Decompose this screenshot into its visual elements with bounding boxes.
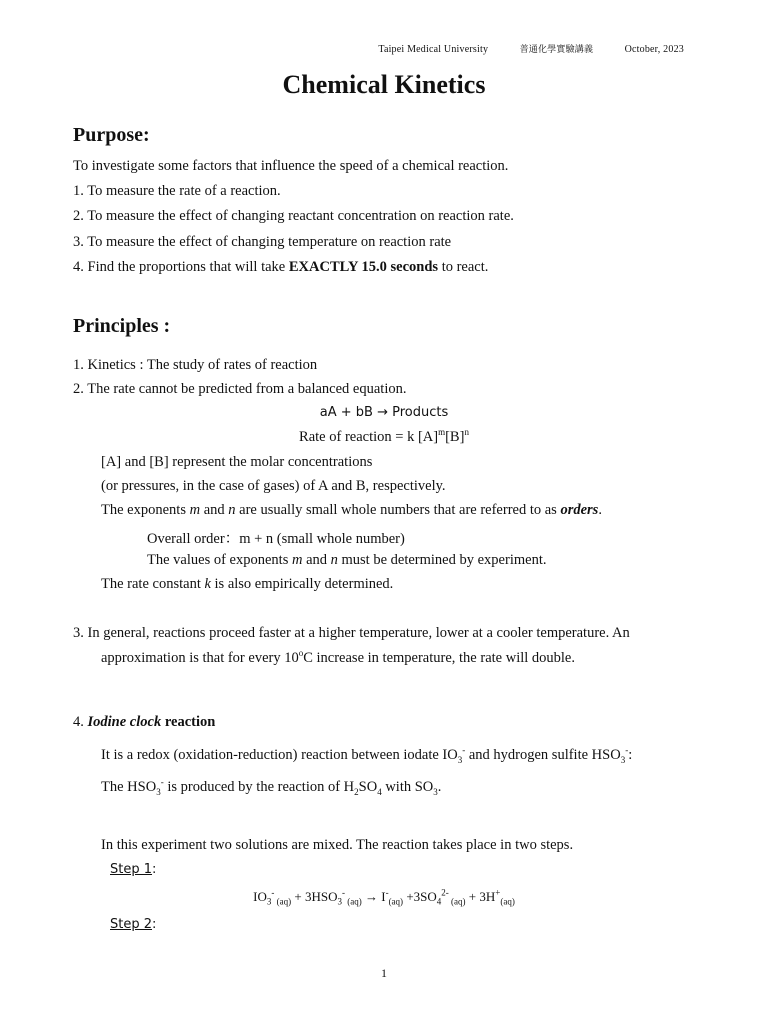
hso-sup: - xyxy=(160,777,164,788)
principle-3-line-2 xyxy=(101,650,575,667)
purpose-heading: Purpose: xyxy=(73,124,150,146)
eq-h: + 3H xyxy=(465,889,496,904)
eq-io-state: (aq) xyxy=(274,896,292,907)
purpose-item-4-bold: EXACTLY 15.0 seconds xyxy=(288,259,439,275)
eq-so: +3SO xyxy=(403,889,437,904)
redox-line xyxy=(101,747,632,764)
values-post: must be determined by experiment. xyxy=(337,552,547,568)
redox-sub: 3 xyxy=(457,754,463,765)
balanced-equation: aA + bB → Products xyxy=(319,405,449,420)
step-1-label xyxy=(110,862,156,877)
exponents-pre: The exponents xyxy=(101,502,190,518)
exponents-line xyxy=(101,502,602,519)
overall-order: Overall order：m + n (small whole number) xyxy=(147,531,405,547)
purpose-intro: To investigate some factors that influence the speed of a chemical reaction. xyxy=(73,158,509,174)
rate-law xyxy=(0,429,768,446)
p4-iodine-clock: Iodine clock xyxy=(87,714,162,730)
redox-sup: - xyxy=(462,745,466,756)
hso-so: SO xyxy=(358,779,378,795)
eq-hso-state: (aq) xyxy=(344,896,362,907)
exponent-m: m xyxy=(189,502,201,518)
p3-post: C increase in temperature, the rate will double. xyxy=(303,650,575,666)
rate-law-n: n xyxy=(464,427,469,438)
values-m: m xyxy=(291,552,303,568)
exponent-values-line xyxy=(147,552,546,569)
purpose-item-4-pre: 4. Find the proportions that will take xyxy=(73,259,289,275)
purpose-item-3: 3. To measure the effect of changing temperature on reaction rate xyxy=(73,234,452,250)
step-2-text: Step 2 xyxy=(110,917,153,932)
hso-3: 3 xyxy=(433,786,438,797)
hso-with: with SO xyxy=(381,779,434,795)
principle-3-line-1: 3. In general, reactions proceed faster at a higher temperature, lower at a cooler temperature. An xyxy=(73,625,630,641)
principle-2: 2. The rate cannot be predicted from a balanced equation. xyxy=(73,381,407,397)
degree-sup: o xyxy=(298,648,304,659)
hso3-line xyxy=(101,779,441,796)
eq-i-sup: - xyxy=(385,887,389,898)
hso-4: 4 xyxy=(377,786,382,797)
eq-io-sub: 3 xyxy=(266,896,272,907)
concentration-line-2: (or pressures, in the case of gases) of A and B, respectively. xyxy=(101,478,446,494)
p4-num: 4. xyxy=(73,714,88,730)
orders-term: orders xyxy=(560,502,599,518)
eq-hso-sub: 3 xyxy=(337,896,342,907)
exponent-n: n xyxy=(228,502,236,518)
exponents-and: and xyxy=(200,502,229,518)
rate-law-m: m xyxy=(438,427,446,438)
purpose-item-2: 2. To measure the effect of changing reactant concentration on reaction rate. xyxy=(73,208,514,224)
principles-heading: Principles : xyxy=(73,315,171,337)
purpose-item-4-post: to react. xyxy=(438,259,489,275)
eq-h-sup: + xyxy=(495,887,501,898)
step-1-equation xyxy=(0,889,768,905)
eq-io-sup: - xyxy=(271,887,275,898)
step-2-colon: : xyxy=(152,917,157,932)
rate-law-b: [B] xyxy=(445,429,465,445)
k-pre: The rate constant xyxy=(101,576,205,592)
eq-h-state: (aq) xyxy=(500,896,515,907)
values-n: n xyxy=(330,552,338,568)
purpose-item-1: 1. To measure the rate of a reaction. xyxy=(73,183,281,199)
hso-sub: 3 xyxy=(156,786,161,797)
step-1-text: Step 1 xyxy=(110,862,153,877)
values-and: and xyxy=(302,552,331,568)
header-course: 普通化學實驗講義 xyxy=(519,45,594,55)
rate-constant-line xyxy=(101,576,393,593)
page-number: 1 xyxy=(381,966,387,980)
eq-io: IO xyxy=(253,889,267,904)
p3-pre: approximation is that for every 10 xyxy=(101,650,299,666)
hso-end: . xyxy=(437,779,442,795)
redox-end: : xyxy=(628,747,633,763)
hso-mid: is produced by the reaction of H xyxy=(163,779,355,795)
values-pre: The values of exponents xyxy=(147,552,292,568)
hso-pre: The HSO xyxy=(101,779,157,795)
eq-so-state: (aq) xyxy=(448,896,466,907)
step-1-colon: : xyxy=(152,862,157,877)
page-header xyxy=(378,42,684,55)
redox-mid: and hydrogen sulfite HSO xyxy=(465,747,621,763)
redox-sup-b: - xyxy=(625,745,629,756)
mixing-line: In this experiment two solutions are mixed. The reaction takes place in two steps. xyxy=(101,837,574,853)
principle-4-heading xyxy=(73,714,215,731)
p4-reaction: reaction xyxy=(161,714,216,730)
eq-i-state: (aq) xyxy=(388,896,404,907)
redox-sub-b: 3 xyxy=(620,754,626,765)
eq-arrow-i: → I xyxy=(361,889,386,904)
purpose-item-4 xyxy=(73,259,488,276)
page-title: Chemical Kinetics xyxy=(282,70,486,99)
k-symbol: k xyxy=(204,576,211,592)
eq-hso: + 3HSO xyxy=(291,889,338,904)
eq-hso-sup: - xyxy=(341,887,345,898)
eq-so-sup: 2- xyxy=(441,887,449,898)
k-post: is also empirically determined. xyxy=(210,576,394,592)
rate-law-pre: Rate of reaction = k [A] xyxy=(299,429,439,445)
eq-so-sub: 4 xyxy=(436,896,442,907)
redox-pre: It is a redox (oxidation-reduction) reaction between iodate IO xyxy=(101,747,458,763)
header-date: October, 2023 xyxy=(624,44,684,55)
principle-1: 1. Kinetics : The study of rates of reaction xyxy=(73,357,318,373)
exponents-end: . xyxy=(598,502,602,518)
step-2-label xyxy=(110,917,156,932)
concentration-line-1: [A] and [B] represent the molar concentrations xyxy=(101,454,373,470)
hso-h2: 2 xyxy=(354,786,359,797)
exponents-post: are usually small whole numbers that are referred to as xyxy=(235,502,561,518)
header-university: Taipei Medical University xyxy=(378,44,489,55)
